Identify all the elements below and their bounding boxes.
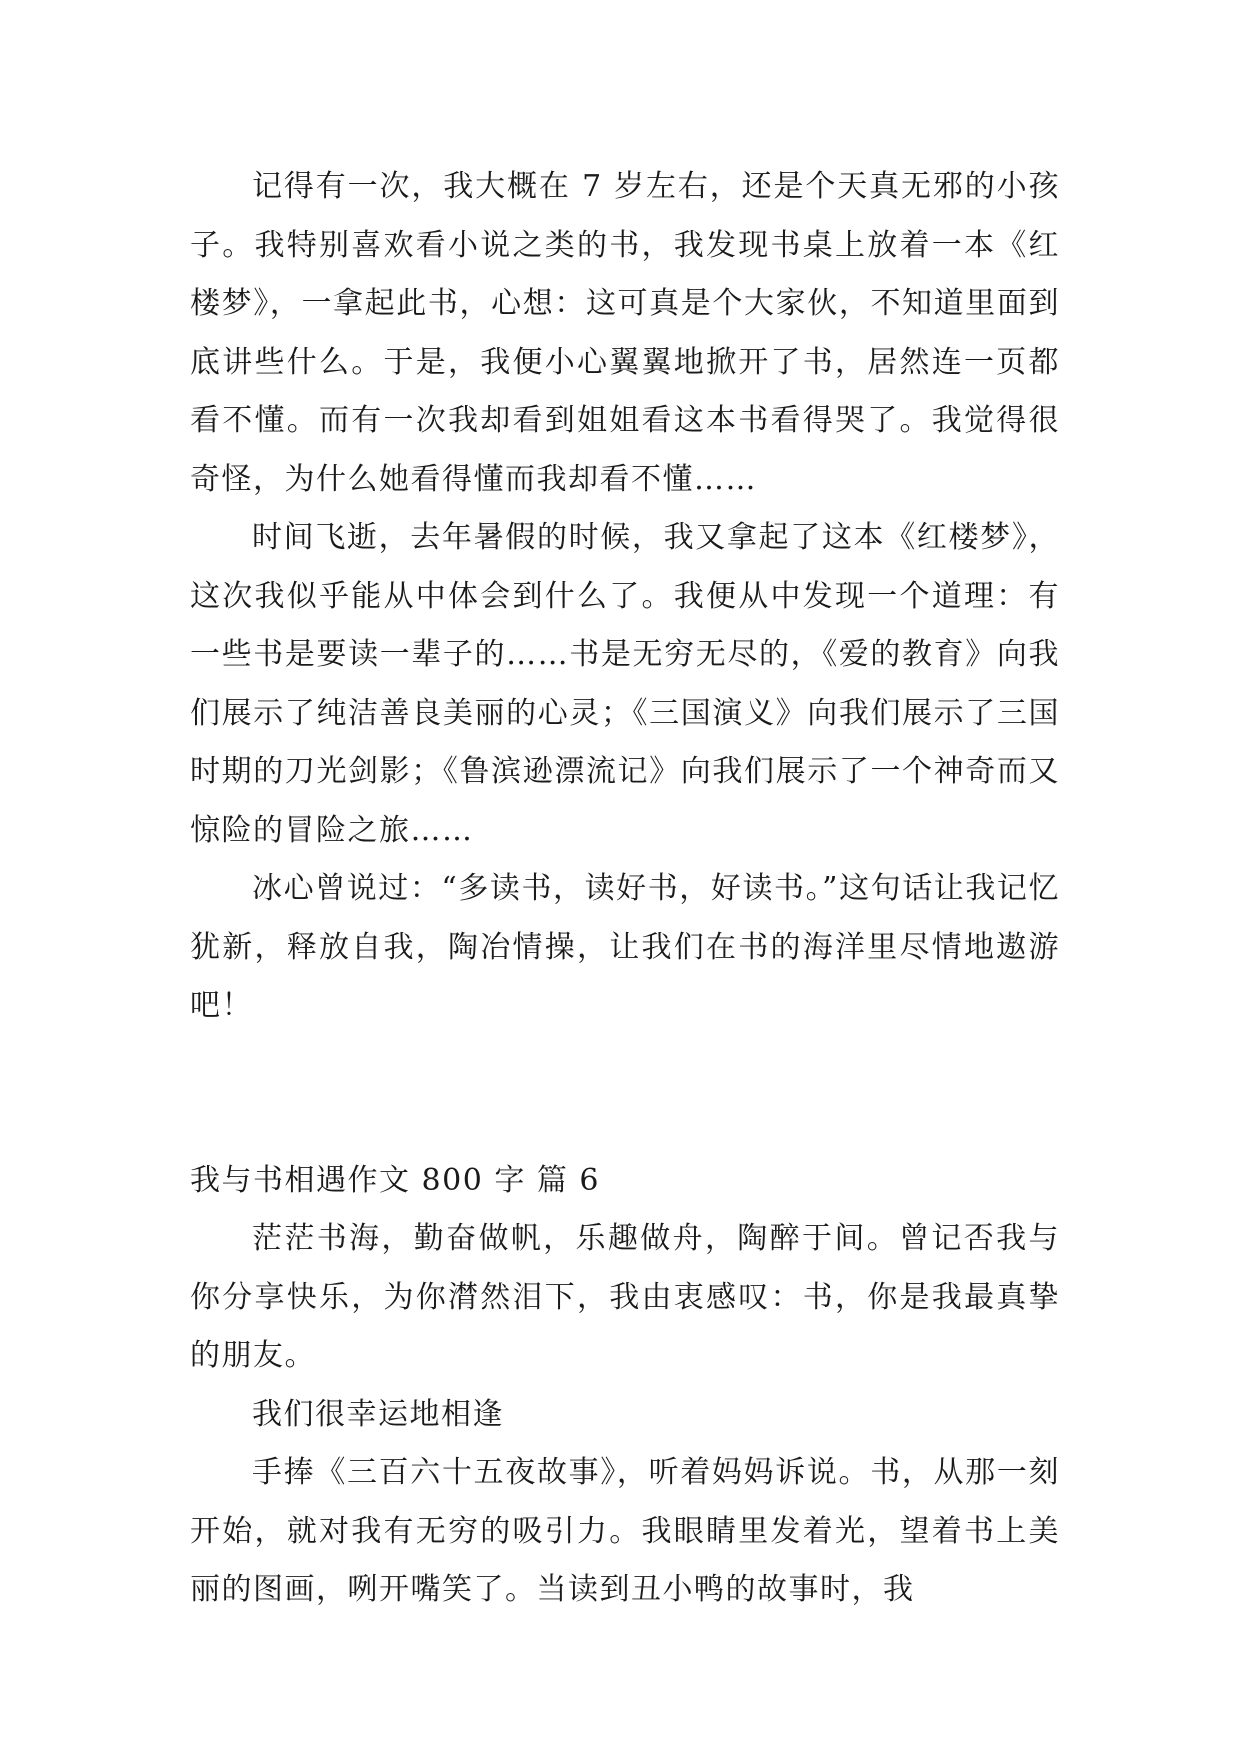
paragraph-365-nights: 手捧《三百六十五夜故事》，听着妈妈诉说。书，从那一刻开始，就对我有无穷的吸引力。我眼睛里发着光，望着书上美丽的图画，咧开嘴笑了。当读到丑小鸭的故事时，我 <box>190 1455 1060 1607</box>
document-body <box>190 158 1060 1620</box>
paragraph-childhood-memory: 记得有一次，我大概在 7 岁左右，还是个天真无邪的小孩子。我特别喜欢看小说之类的书，我发现书桌上放着一本《红楼梦》，一拿起此书，心想：这可真是个大家伙，不知道里面到底讲些什么。于是，我便小心翼翼地掀开了书，居然连一页都看不懂。而有一次我却看到姐姐看这本书看得哭了。我觉得很奇怪，为什么她看得懂而我却看不懂…… <box>190 169 1060 497</box>
paragraph-bingxin-quote: 冰心曾说过：“多读书，读好书，好读书。”这句话让我记忆犹新，释放自我，陶冶情操，让我们在书的海洋里尽情地遨游吧！ <box>190 871 1060 1023</box>
paragraph-book-sea: 茫茫书海，勤奋做帆，乐趣做舟，陶醉于间。曾记否我与你分享快乐，为你潸然泪下，我由衷感叹：书，你是我最真挚的朋友。 <box>190 1221 1060 1373</box>
section-heading: 我与书相遇作文 800 字 篇 6 <box>190 1162 600 1198</box>
paragraph-time-flies: 时间飞逝，去年暑假的时候，我又拿起了这本《红楼梦》，这次我似乎能从中体会到什么了。我便从中发现一个道理：有一些书是要读一辈子的……书是无穷无尽的，《爱的教育》向我们展示了纯洁善良美丽的心灵；《三国演义》向我们展示了三国时期的刀光剑影；《鲁滨逊漂流记》向我们展示了一个神奇而又惊险的冒险之旅…… <box>190 520 1060 848</box>
subheading-lucky-meeting: 我们很幸运地相逢 <box>252 1396 504 1432</box>
